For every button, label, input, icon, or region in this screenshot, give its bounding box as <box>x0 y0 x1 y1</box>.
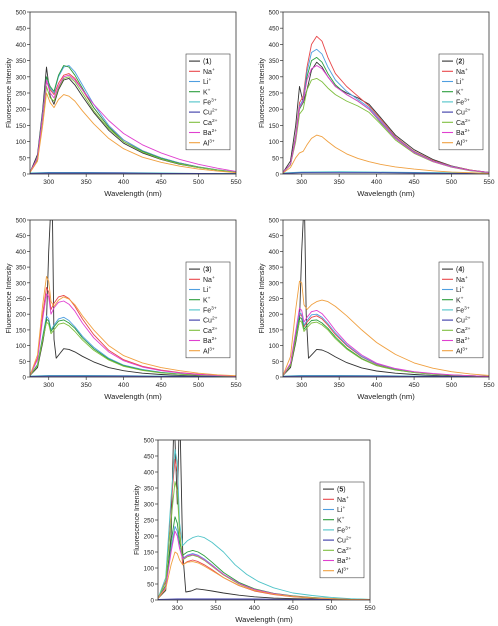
y-tick-label: 300 <box>15 74 26 82</box>
legend-paren: ( <box>203 58 206 66</box>
y-tick-label: 400 <box>268 41 279 49</box>
y-tick-label: 0 <box>22 171 26 179</box>
y-tick-label: 0 <box>275 171 279 179</box>
legend-ion-symbol: Na <box>337 496 346 504</box>
chart-panel-5 <box>134 438 376 625</box>
y-tick-label: 350 <box>143 485 154 493</box>
chart-panel-3 <box>6 218 242 402</box>
legend-entry <box>456 59 465 66</box>
legend-entry <box>203 267 212 274</box>
legend-ion-symbol: Li <box>203 287 209 295</box>
legend-ion-charge: 2+ <box>345 546 352 552</box>
x-tick-label: 400 <box>118 179 130 186</box>
x-tick-label: 400 <box>371 179 383 186</box>
y-tick-label: 100 <box>15 343 26 351</box>
y-tick-label: 400 <box>15 248 26 256</box>
x-tick-label: 550 <box>483 179 495 186</box>
legend-ion-symbol: Ca <box>203 119 212 127</box>
legend-ion-symbol: Fe <box>337 527 346 535</box>
x-tick-label: 400 <box>371 382 383 389</box>
legend-ion-charge: + <box>207 88 211 94</box>
x-tick-label: 450 <box>287 605 299 612</box>
x-tick-label: 350 <box>333 382 345 389</box>
x-axis-label: Wavelength (nm) <box>357 392 415 401</box>
legend-ion-charge: 3+ <box>211 98 217 104</box>
y-tick-label: 250 <box>15 90 26 98</box>
legend-ion-charge: + <box>461 286 465 292</box>
legend-ion-charge: 2+ <box>464 108 471 114</box>
legend-ion-symbol: Al <box>203 140 210 148</box>
x-axis-label: Wavelength (nm) <box>235 615 293 624</box>
y-tick-label: 150 <box>268 122 279 130</box>
legend-ion-symbol: Al <box>456 140 463 148</box>
x-tick-label: 450 <box>408 382 420 389</box>
legend-ion-symbol: Fe <box>456 99 465 107</box>
legend-ion-symbol: Cu <box>337 537 346 545</box>
y-axis-label: Fluorescence Intensity <box>259 57 266 129</box>
x-tick-label: 500 <box>193 179 205 186</box>
legend-ion-symbol: Al <box>203 348 210 356</box>
legend-paren: ) <box>209 266 212 274</box>
legend-ion-charge: 3+ <box>343 567 349 573</box>
y-tick-label: 0 <box>150 597 154 605</box>
legend-ion-charge: 2+ <box>464 326 471 332</box>
x-tick-label: 500 <box>446 382 458 389</box>
y-tick-label: 250 <box>143 517 154 525</box>
legend-ion-charge: 3+ <box>345 526 351 532</box>
x-tick-label: 300 <box>43 382 55 389</box>
legend-ion-charge: 3+ <box>464 306 470 312</box>
legend-ion-charge: 3+ <box>209 347 215 353</box>
legend-compound-number: 3 <box>205 266 210 274</box>
legend-ion-charge: 2+ <box>211 337 218 343</box>
x-tick-label: 450 <box>408 179 420 186</box>
x-tick-label: 550 <box>230 382 242 389</box>
legend-ion-charge: 2+ <box>211 316 218 322</box>
legend-ion-symbol: Li <box>203 79 209 87</box>
y-tick-label: 400 <box>143 469 154 477</box>
legend-ion-symbol: K <box>456 89 461 97</box>
legend-ion-charge: 2+ <box>464 118 471 124</box>
y-tick-label: 150 <box>268 327 279 335</box>
y-tick-label: 400 <box>15 41 26 49</box>
x-tick-label: 500 <box>193 382 205 389</box>
y-tick-label: 50 <box>272 155 279 163</box>
y-tick-label: 100 <box>15 139 26 147</box>
legend-ion-charge: 2+ <box>345 557 352 563</box>
legend-ion-symbol: Na <box>456 276 465 284</box>
y-tick-label: 300 <box>15 280 26 288</box>
legend-ion-charge: 2+ <box>211 129 218 135</box>
legend-ion-symbol: K <box>203 297 208 305</box>
y-axis-label: Fluorescence Intensity <box>259 263 266 334</box>
legend-ion-charge: + <box>207 296 211 302</box>
legend-ion-charge: 3+ <box>464 98 470 104</box>
legend-ion-symbol: Ba <box>203 338 212 346</box>
legend-paren: ) <box>462 58 465 66</box>
y-tick-label: 100 <box>268 343 279 351</box>
legend-ion-charge: + <box>464 275 468 281</box>
x-tick-label: 550 <box>483 382 495 389</box>
legend-ion-symbol: Ba <box>456 130 465 138</box>
legend-paren: ( <box>337 486 340 494</box>
y-tick-label: 300 <box>143 501 154 509</box>
legend-paren: ) <box>462 266 465 274</box>
legend-ion-charge: + <box>461 78 465 84</box>
legend-ion-symbol: K <box>337 517 342 525</box>
legend-paren: ( <box>203 266 206 274</box>
legend-ion-charge: 2+ <box>211 118 218 124</box>
legend-ion-charge: 3+ <box>462 347 468 353</box>
y-tick-label: 0 <box>275 374 279 382</box>
y-tick-label: 200 <box>268 106 279 114</box>
legend-paren: ) <box>343 486 346 494</box>
legend-ion-charge: + <box>208 78 212 84</box>
legend-ion-charge: 2+ <box>211 326 218 332</box>
x-tick-label: 400 <box>248 605 260 612</box>
legend-ion-symbol: Fe <box>456 307 465 315</box>
legend-ion-charge: + <box>342 506 346 512</box>
y-tick-label: 500 <box>143 437 154 445</box>
y-tick-label: 150 <box>143 549 154 557</box>
y-tick-label: 450 <box>268 25 279 33</box>
y-tick-label: 0 <box>22 374 26 382</box>
y-tick-label: 350 <box>15 264 26 272</box>
legend-ion-charge: + <box>341 516 345 522</box>
y-tick-label: 200 <box>268 311 279 319</box>
y-tick-label: 50 <box>19 358 26 366</box>
legend-ion-symbol: Cu <box>203 109 212 117</box>
x-tick-label: 300 <box>171 605 183 612</box>
x-axis-label: Wavelength (nm) <box>104 392 162 401</box>
legend-paren: ( <box>456 58 459 66</box>
legend-ion-charge: + <box>464 67 468 73</box>
x-tick-label: 450 <box>155 382 167 389</box>
legend-ion-symbol: Al <box>337 568 344 576</box>
y-tick-label: 50 <box>272 358 279 366</box>
legend-ion-charge: + <box>211 67 215 73</box>
legend-ion-symbol: Ba <box>337 558 346 566</box>
legend-ion-symbol: Li <box>337 507 343 515</box>
y-axis-label: Fluorescence Intensity <box>6 263 13 334</box>
y-tick-label: 500 <box>268 217 279 225</box>
legend-ion-symbol: Ca <box>456 327 465 335</box>
x-tick-label: 550 <box>364 605 376 612</box>
y-tick-label: 100 <box>268 139 279 147</box>
y-tick-label: 500 <box>15 217 26 225</box>
y-tick-label: 250 <box>268 90 279 98</box>
chart-panel-1 <box>6 10 242 199</box>
legend-ion-charge: 3+ <box>211 306 217 312</box>
legend-ion-symbol: Li <box>456 79 462 87</box>
legend-ion-symbol: Al <box>456 348 463 356</box>
legend-ion-charge: 2+ <box>345 536 352 542</box>
legend-ion-symbol: Cu <box>203 317 212 325</box>
legend-paren: ) <box>209 58 212 66</box>
legend-ion-charge: + <box>460 296 464 302</box>
legend-ion-symbol: Ba <box>203 130 212 138</box>
y-tick-label: 200 <box>15 106 26 114</box>
x-tick-label: 450 <box>155 179 167 186</box>
legend-ion-charge: 2+ <box>211 108 218 114</box>
legend-entry <box>456 267 465 274</box>
x-tick-label: 350 <box>80 179 92 186</box>
legend-ion-symbol: K <box>203 89 208 97</box>
y-axis-label: Fluorescence Intensity <box>6 57 13 129</box>
legend-ion-symbol: Ba <box>456 338 465 346</box>
y-tick-label: 350 <box>15 58 26 66</box>
legend-ion-symbol: Fe <box>203 307 212 315</box>
legend-ion-symbol: Li <box>456 287 462 295</box>
legend-ion-charge: 2+ <box>464 129 471 135</box>
y-tick-label: 200 <box>15 311 26 319</box>
x-tick-label: 350 <box>80 382 92 389</box>
y-tick-label: 500 <box>15 9 26 17</box>
legend-ion-charge: 3+ <box>462 139 468 145</box>
legend-ion-symbol: Na <box>203 68 212 76</box>
legend-ion-symbol: K <box>456 297 461 305</box>
x-axis-label: Wavelength (nm) <box>104 189 162 198</box>
legend-ion-charge: + <box>211 275 215 281</box>
chart-panel-2 <box>259 10 495 199</box>
x-tick-label: 300 <box>296 382 308 389</box>
legend-compound-number: 2 <box>458 58 463 66</box>
y-tick-label: 450 <box>268 233 279 241</box>
y-tick-label: 350 <box>268 58 279 66</box>
x-axis-label: Wavelength (nm) <box>357 189 415 198</box>
legend-ion-symbol: Na <box>203 276 212 284</box>
legend-ion-symbol: Ca <box>203 327 212 335</box>
y-tick-label: 100 <box>143 565 154 573</box>
y-tick-label: 400 <box>268 248 279 256</box>
legend-ion-charge: + <box>460 88 464 94</box>
legend-ion-symbol: Na <box>456 68 465 76</box>
chart-panel-4 <box>259 218 495 402</box>
y-tick-label: 300 <box>268 74 279 82</box>
y-tick-label: 450 <box>143 453 154 461</box>
y-tick-label: 250 <box>268 296 279 303</box>
legend-ion-charge: + <box>345 495 349 501</box>
legend-ion-charge: 2+ <box>464 316 471 322</box>
legend-ion-symbol: Fe <box>203 99 212 107</box>
legend-ion-charge: 3+ <box>209 139 215 145</box>
legend-entry <box>337 487 346 494</box>
x-tick-label: 350 <box>333 179 345 186</box>
y-tick-label: 350 <box>268 264 279 272</box>
legend-compound-number: 1 <box>205 58 210 66</box>
legend-compound-number: 5 <box>339 486 344 494</box>
x-tick-label: 350 <box>210 605 222 612</box>
legend-ion-symbol: Cu <box>456 109 465 117</box>
y-tick-label: 200 <box>143 533 154 541</box>
y-tick-label: 50 <box>19 155 26 163</box>
legend-paren: ( <box>456 266 459 274</box>
y-tick-label: 150 <box>15 327 26 335</box>
legend-entry <box>203 59 212 66</box>
y-tick-label: 250 <box>15 296 26 303</box>
x-tick-label: 400 <box>118 382 130 389</box>
x-tick-label: 550 <box>230 179 242 186</box>
y-axis-label: Fluorescence Intensity <box>134 484 141 556</box>
series-line-cu <box>30 173 236 174</box>
y-tick-label: 450 <box>15 25 26 33</box>
y-tick-label: 500 <box>268 9 279 17</box>
x-tick-label: 300 <box>43 179 55 186</box>
legend-ion-symbol: Cu <box>456 317 465 325</box>
legend-ion-charge: + <box>208 286 212 292</box>
y-tick-label: 450 <box>15 233 26 241</box>
legend-compound-number: 4 <box>458 266 463 274</box>
x-tick-label: 300 <box>296 179 308 186</box>
y-tick-label: 300 <box>268 280 279 288</box>
x-tick-label: 500 <box>446 179 458 186</box>
legend-ion-symbol: Ca <box>456 119 465 127</box>
x-tick-label: 500 <box>325 605 337 612</box>
legend-ion-charge: 2+ <box>464 337 471 343</box>
y-tick-label: 150 <box>15 122 26 130</box>
y-tick-label: 50 <box>147 581 154 589</box>
legend-ion-symbol: Ca <box>337 547 346 555</box>
